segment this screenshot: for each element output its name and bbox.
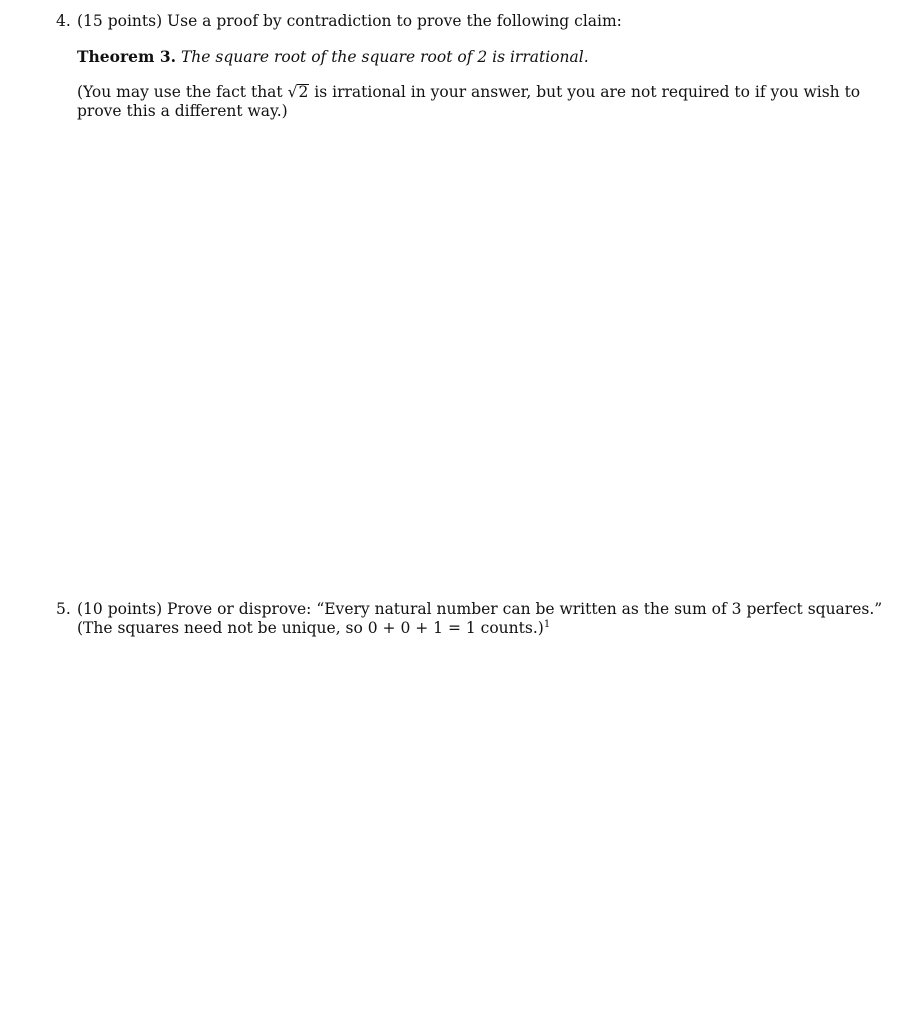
problem-4-statement: (15 points) Use a proof by contradiction to prove the following claim: xyxy=(77,12,622,30)
problem-5-note: (The squares need not be unique, so 0 + 0 + 1 = 1 counts.) xyxy=(77,619,544,637)
problem-5-number: 5. xyxy=(56,600,71,618)
problem-4 xyxy=(56,12,861,121)
problem-5 xyxy=(56,600,883,638)
problem-4-number: 4. xyxy=(56,12,71,30)
problem-4-statement-line xyxy=(56,12,846,31)
sqrt-two xyxy=(288,83,310,102)
problem-5-line-2 xyxy=(56,619,846,638)
hint-line-2: prove this a different way.) xyxy=(77,102,288,120)
hint-line-1 xyxy=(77,83,861,102)
problem-5-statement: (10 points) Prove or disprove: “Every natural number can be written as the sum of 3 perfect squares.” xyxy=(77,600,883,618)
sqrt-icon: √ xyxy=(287,83,298,101)
hint-before: (You may use the fact that xyxy=(77,83,283,101)
theorem-3 xyxy=(56,47,846,67)
theorem-text: The square root of the square root of 2 is irrational. xyxy=(180,48,589,66)
problem-5-line-1 xyxy=(56,600,883,619)
sqrt-argument: 2 xyxy=(298,83,309,101)
hint-after: is irrational in your answer, but you are not required to if you wish to xyxy=(314,83,861,101)
theorem-label: Theorem 3. xyxy=(77,47,177,66)
footnote-marker: 1 xyxy=(543,618,551,630)
problem-4-hint xyxy=(56,83,861,121)
